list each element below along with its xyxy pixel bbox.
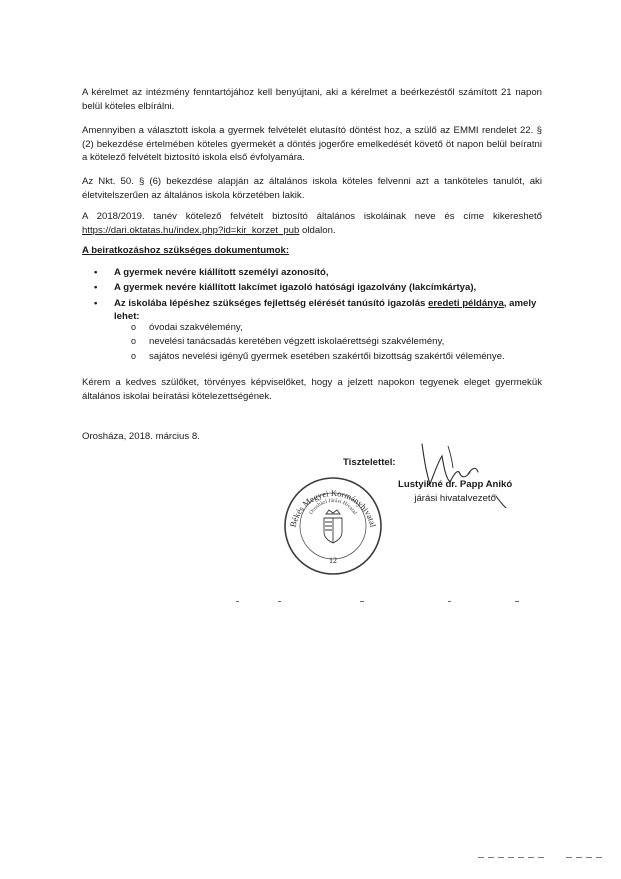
document-date: Orosháza, 2018. március 8. (82, 431, 200, 442)
list-item-underlined: eredeti példánya (428, 297, 504, 309)
stamp-inner-text: Orosházi Járási Hivatal (308, 497, 358, 516)
signer-block (398, 478, 512, 506)
bullet-icon: • (94, 282, 98, 294)
list-item-text: A gyermek nevére kiállított lakcímet igazoló hatósági igazolvány (lakcímkártya), (114, 282, 477, 294)
certificate-types-list (131, 321, 531, 364)
paragraph-rejection-procedure: Amennyiben a választott iskola a gyermek felvételét elutasító döntést hoz, a szülő az EMMI rendelet 22. § (2) bekezdése értelmében köteles gyermekét a döntés jogerőre emelkedését követő öt napon belül beíratni a kötelező felvételt biztosító iskola első évfolyamára. (82, 125, 542, 164)
list-item (131, 350, 531, 364)
circle-bullet-icon: o (131, 350, 137, 361)
school-lookup-suffix: oldalon. (302, 224, 336, 236)
bullet-icon: • (94, 267, 98, 278)
scan-mark (515, 601, 519, 602)
bullet-icon: • (94, 297, 98, 309)
scan-mark (236, 601, 239, 602)
list-item-text: sajátos nevelési igényű gyermek esetében szakértői bizottság szakértői véleménye. (149, 350, 505, 362)
paragraph-school-lookup (82, 210, 542, 237)
scan-mark (278, 601, 281, 602)
list-item (131, 321, 531, 335)
official-stamp (281, 474, 385, 578)
paragraph-district-school: Az Nkt. 50. § (6) bekezdése alapján az általános iskola köteles felvenni azt a tanköteles tanulót, aki életvitelszerűen az általános iskola körzetében lakik. (82, 176, 542, 201)
circle-bullet-icon: o (131, 322, 137, 332)
paragraph-application-deadline: A kérelmet az intézmény fenntartójához kell benyújtani, aki a kérelmet a beérkezéstől számított 21 napon belül köteles elbírálni. (82, 87, 542, 112)
signer-name: Lustyikné dr. Papp Anikó (398, 479, 513, 490)
documents-list (82, 266, 542, 326)
stamp-number: 12 (329, 556, 337, 565)
stamp-outer-text: Békés Megyei Kormányhivatal (287, 487, 379, 529)
list-item-text: Az iskolába lépéshez szükséges fejlettség elérését tanúsító igazolás (114, 297, 426, 309)
paragraph-closing-request: Kérem a kedves szülőket, törvényes képviselőket, hogy a jelzett napokon tegyenek eleget gyermekük általános iskolai beíratási kötelezettségének. (82, 377, 542, 402)
scan-mark (478, 857, 548, 858)
list-item (82, 266, 542, 279)
scan-mark (566, 857, 606, 858)
list-item-suffix: , amely lehet: (114, 297, 537, 323)
list-item-text: óvodai szakvélemény, (149, 322, 243, 333)
list-item (131, 335, 531, 349)
documents-heading: A beiratkozáshoz szükséges dokumentumok: (82, 245, 290, 256)
greeting: Tisztelettel: (343, 457, 396, 468)
school-lookup-link[interactable]: https://dari.oktatas.hu/index.php?id=kir_korzet_pub (82, 224, 300, 236)
scan-mark (360, 601, 364, 602)
list-item-text: nevelési tanácsadás keretében végzett iskolaérettségi szakvélemény, (149, 336, 445, 348)
circle-bullet-icon: o (131, 336, 137, 347)
signer-title: járási hivatalvezető (414, 493, 496, 504)
school-lookup-text: A 2018/2019. tanév kötelező felvételt biztosító általános iskoláinak neve és címe kikereshető (82, 211, 542, 222)
list-item (82, 297, 542, 324)
scan-mark (448, 601, 451, 602)
list-item (82, 281, 542, 294)
coat-of-arms-icon (324, 510, 342, 543)
list-item-text: A gyermek nevére kiállított személyi azonosító, (114, 267, 329, 278)
